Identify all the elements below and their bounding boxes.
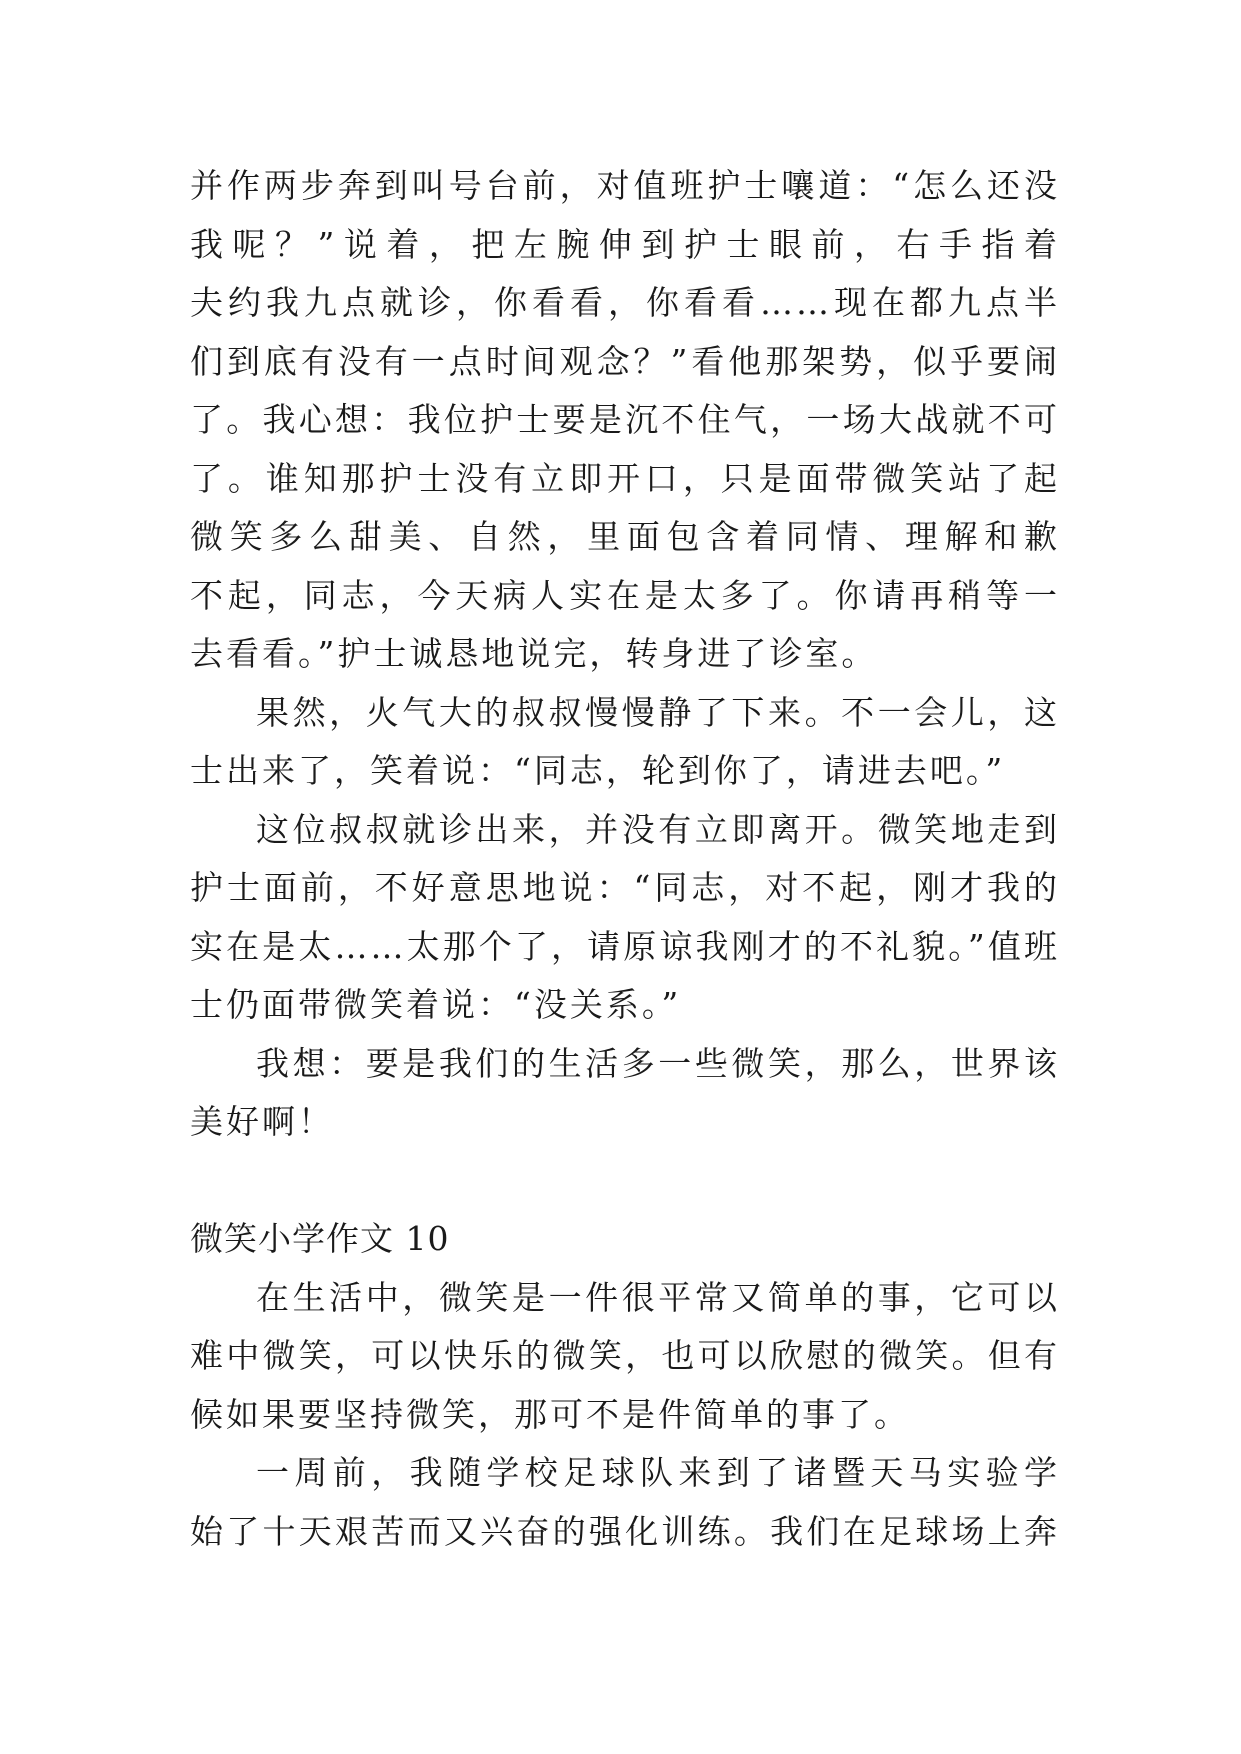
paragraph-continuation bbox=[190, 157, 1060, 684]
section-spacer bbox=[190, 1152, 1060, 1211]
text-line: 夫约我九点就诊，你看看，你看看……现在都九点半 bbox=[190, 283, 1060, 322]
paragraph bbox=[190, 801, 1060, 1035]
paragraph bbox=[190, 1035, 1060, 1152]
text-line: 们到底有没有一点时间观念？”看他那架势，似乎要闹 bbox=[190, 341, 1060, 381]
text-line: 我想：要是我们的生活多一些微笑，那么，世界该 bbox=[256, 1043, 1060, 1083]
text-line: 士仍面带微笑着说：“没关系。” bbox=[190, 985, 682, 1024]
text-line: 不起，同志，今天病人实在是太多了。你请再稍等一 bbox=[190, 575, 1060, 615]
text-line: 了。谁知那护士没有立即开口，只是面带微笑站了起 bbox=[190, 458, 1060, 498]
text-line: 去看看。”护士诚恳地说完，转身进了诊室。 bbox=[190, 634, 878, 673]
text-line: 并作两步奔到叫号台前，对值班护士嚷道：“怎么还没 bbox=[190, 166, 1060, 205]
text-line: 在生活中，微笑是一件很平常又简单的事，它可以 bbox=[256, 1277, 1060, 1317]
text-line: 果然，火气大的叔叔慢慢静了下来。不一会儿，这 bbox=[256, 692, 1060, 732]
text-line: 了。我心想：我位护士要是沉不住气，一场大战就不可 bbox=[190, 400, 1060, 439]
text-line: 这位叔叔就诊出来，并没有立即离开。微笑地走到 bbox=[256, 809, 1060, 849]
text-line: 难中微笑，可以快乐的微笑，也可以欣慰的微笑。但有 bbox=[190, 1336, 1060, 1375]
text-line: 候如果要坚持微笑，那可不是件简单的事了。 bbox=[190, 1394, 910, 1434]
text-line: 始了十天艰苦而又兴奋的强化训练。我们在足球场上奔 bbox=[190, 1511, 1060, 1551]
text-line: 一周前，我随学校足球队来到了诸暨天马实验学 bbox=[256, 1453, 1060, 1492]
paragraph bbox=[190, 1269, 1060, 1445]
text-line: 实在是太……太那个了，请原谅我刚才的不礼貌。”值班 bbox=[190, 926, 1060, 966]
paragraph bbox=[190, 1444, 1060, 1561]
text-line: 我呢？”说着，把左腕伸到护士眼前，右手指着 bbox=[190, 224, 1060, 264]
document-body bbox=[190, 157, 1060, 1561]
section-heading: 微笑小学作文 10 bbox=[190, 1219, 450, 1258]
text-line: 微笑多么甜美、自然，里面包含着同情、理解和歉 bbox=[190, 517, 1060, 556]
text-line: 护士面前，不好意思地说：“同志，对不起，刚才我的 bbox=[190, 868, 1060, 907]
paragraph bbox=[190, 684, 1060, 801]
text-line: 士出来了，笑着说：“同志，轮到你了，请进去吧。” bbox=[190, 751, 1006, 790]
text-line: 美好啊！ bbox=[190, 1102, 334, 1141]
